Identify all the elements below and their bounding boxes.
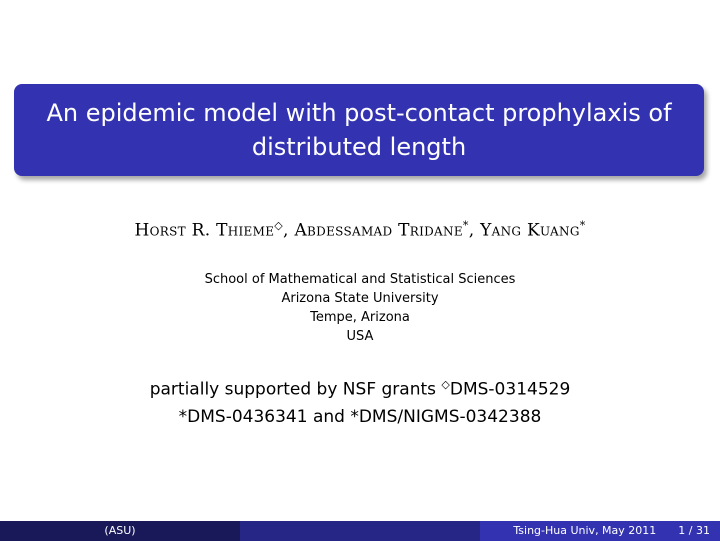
- author-1-mark: ◇: [274, 219, 284, 232]
- authors: [0, 219, 720, 241]
- author-3-mark: *: [579, 219, 586, 232]
- title-box: [14, 84, 704, 176]
- author-2-mark: *: [462, 219, 469, 232]
- title-line-2: distributed length: [251, 133, 467, 161]
- author-1: Horst R. Thieme: [134, 220, 275, 241]
- footer-bar: [0, 521, 720, 541]
- author-separator-2: ,: [468, 220, 481, 241]
- affiliation-line-1: School of Mathematical and Statistical Sciences: [204, 272, 516, 287]
- affiliation: [0, 270, 720, 346]
- author-separator-1: ,: [283, 220, 295, 241]
- author-3: Yang Kuang: [480, 220, 580, 241]
- funding-prefix: partially supported by NSF grants: [149, 379, 442, 400]
- funding-note: [0, 371, 720, 431]
- funding-line-2: *DMS-0436341 and *DMS/NIGMS-0342388: [178, 406, 542, 427]
- footer-institution: (ASU): [0, 521, 240, 541]
- affiliation-line-2: Arizona State University: [281, 291, 439, 306]
- affiliation-line-3: Tempe, Arizona: [310, 310, 410, 325]
- affiliation-line-4: USA: [346, 329, 374, 344]
- funding-line-1: [0, 371, 720, 404]
- funding-grant-1: DMS-0314529: [449, 379, 571, 400]
- title-line-1: An epidemic model with post-contact prophylaxis of: [46, 99, 672, 127]
- footer-page-number: 1 / 31: [678, 524, 710, 537]
- footer-venue: Tsing-Hua Univ, May 2011: [513, 524, 657, 537]
- author-2: Abdessamad Tridane: [294, 220, 463, 241]
- footer-right: [480, 521, 720, 541]
- footer-middle: [240, 521, 480, 541]
- funding-mark: ◇: [441, 378, 450, 391]
